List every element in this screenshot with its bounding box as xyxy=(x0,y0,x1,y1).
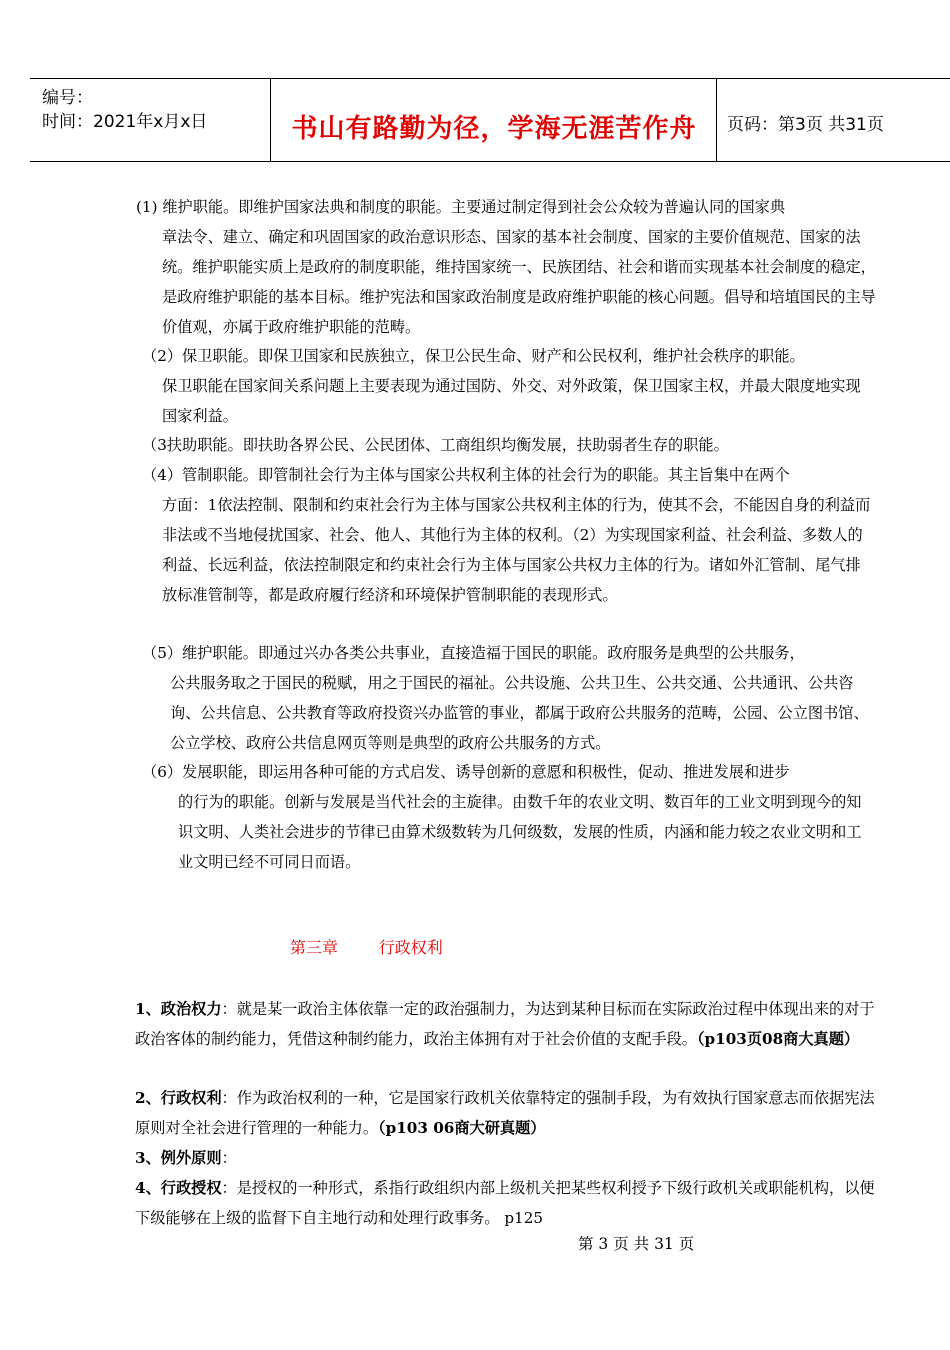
function-item-5 xyxy=(142,638,887,758)
chapter-number: 第三章 xyxy=(290,938,339,957)
header-page-label: 页码：第3页 共31页 xyxy=(727,115,884,135)
header-top-rule xyxy=(30,78,950,79)
chapter-title: 行政权利 xyxy=(378,938,443,957)
header-meta xyxy=(42,86,207,134)
function-item-body: 公共服务取之于国民的税赋，用之于国民的福祉。公共设施、公共卫生、公共交通、公共通讯、公共咨询、公共信息、公共教育等政府投资兴办监管的事业，都属于政府公共服务的范畴，公园、公立图书馆、公立学校、政府公共信息网页等则是典型的政府公共服务的方式。 xyxy=(170,674,869,752)
header-divider-right xyxy=(716,78,717,162)
definition-separator: ： xyxy=(221,1149,237,1167)
code-label: 编号： xyxy=(42,88,93,108)
function-item-4 xyxy=(142,460,882,610)
definition-1 xyxy=(135,994,875,1054)
chapter-heading xyxy=(290,935,443,958)
definition-term: 2、行政权利 xyxy=(135,1089,222,1107)
definition-term: 1、政治权力 xyxy=(135,1000,222,1018)
page-header xyxy=(0,78,950,162)
function-item-2 xyxy=(142,341,882,431)
time-label: 时间：2021年x月x日 xyxy=(42,112,208,132)
definition-3 xyxy=(135,1143,875,1173)
function-item-1 xyxy=(136,192,876,342)
function-item-body: 方面：1依法控制、限制和约束社会行为主体与国家公共权利主体的行为，使其不会，不能因自身的利益而非法或不当地侵扰国家、社会、他人、其他行为主体的权利。（2）为实现国家利益、社会利益、多数人的利益、长远利益，依法控制限定和约束社会行为主体与国家公共权力主体的行为。诸如外汇管制、尾气排放标准管制等，都是政府履行经济和环境保护管制职能的表现形式。 xyxy=(162,496,871,604)
function-item-lead: (1) 维护职能。即维护国家法典和制度的职能。主要通过制定得到社会公众较为普遍认同的国家典 xyxy=(136,198,786,216)
definition-note: （p103页08商大真题） xyxy=(696,1030,860,1048)
function-item-3 xyxy=(142,430,882,460)
definition-text: 就是某一政治主体依靠一定的政治强制力，为达到某种目标而在实际政治过程中体现出来的对于政治客体的制约能力，凭借这种制约能力，政治主体拥有对于社会价值的支配手段。 xyxy=(135,1000,875,1048)
definition-term: 3、例外原则 xyxy=(135,1149,222,1167)
definition-separator: ： xyxy=(221,1089,237,1107)
header-bottom-rule xyxy=(30,161,950,162)
function-item-body: 保卫职能在国家间关系问题上主要表现为通过国防、外交、对外政策，保卫国家主权，并最大限度地实现国家利益。 xyxy=(162,377,861,425)
function-item-lead: （2）保卫职能。即保卫国家和民族独立，保卫公民生命、财产和公民权利，维护社会秩序的职能。 xyxy=(142,347,805,365)
function-item-lead: （5）维护职能。即通过兴办各类公共事业，直接造福于国民的职能。政府服务是典型的公共服务， xyxy=(142,644,805,662)
definition-text: 作为政治权利的一种，它是国家行政机关依靠特定的强制手段，为有效执行国家意志而依据宪法原则对全社会进行管理的一种能力。 xyxy=(135,1089,875,1137)
function-item-6 xyxy=(142,757,882,877)
definition-separator: ： xyxy=(221,1000,237,1018)
function-item-lead: （3扶助职能。即扶助各界公民、公民团体、工商组织均衡发展，扶助弱者生存的职能。 xyxy=(142,436,729,454)
definition-term: 4、行政授权 xyxy=(135,1179,222,1197)
definition-4 xyxy=(135,1173,875,1233)
function-item-lead: （4）管制职能。即管制社会行为主体与国家公共权利主体的社会行为的职能。其主旨集中在两个 xyxy=(142,466,790,484)
header-motto: 书山有路勤为径，学海无涯苦作舟 xyxy=(291,114,697,144)
definition-text: 是授权的一种形式，系指行政组织内部上级机关把某些权利授予下级行政机关或职能机构，以便下级能够在上级的监督下自主地行动和处理行政事务。 p125 xyxy=(135,1179,875,1227)
header-divider-left xyxy=(270,78,271,162)
function-item-lead: （6）发展职能，即运用各种可能的方式启发、诱导创新的意愿和积极性，促动、推进发展和进步 xyxy=(142,763,790,781)
definition-2 xyxy=(135,1083,875,1143)
definition-separator: ： xyxy=(221,1179,237,1197)
definition-note: （p103 06商大研真题） xyxy=(378,1119,546,1137)
function-item-body: 章法令、建立、确定和巩固国家的政治意识形态、国家的基本社会制度、国家的主要价值规范、国家的法统。维护职能实质上是政府的制度职能，维持国家统一、民族团结、社会和谐而实现基本社会制度的稳定，是政府维护职能的基本目标。维护宪法和国家政治制度是政府维护职能的核心问题。倡导和培埴国民的主导价值观，亦属于政府维护职能的范畴。 xyxy=(162,228,876,336)
page-footer: 第 3 页 共 31 页 xyxy=(578,1235,695,1253)
function-item-body: 的行为的职能。创新与发展是当代社会的主旋律。由数千年的农业文明、数百年的工业文明到现今的知识文明、人类社会进步的节律已由算术级数转为几何级数，发展的性质，内涵和能力较之农业文明和工业文明已经不可同日而语。 xyxy=(178,793,862,871)
